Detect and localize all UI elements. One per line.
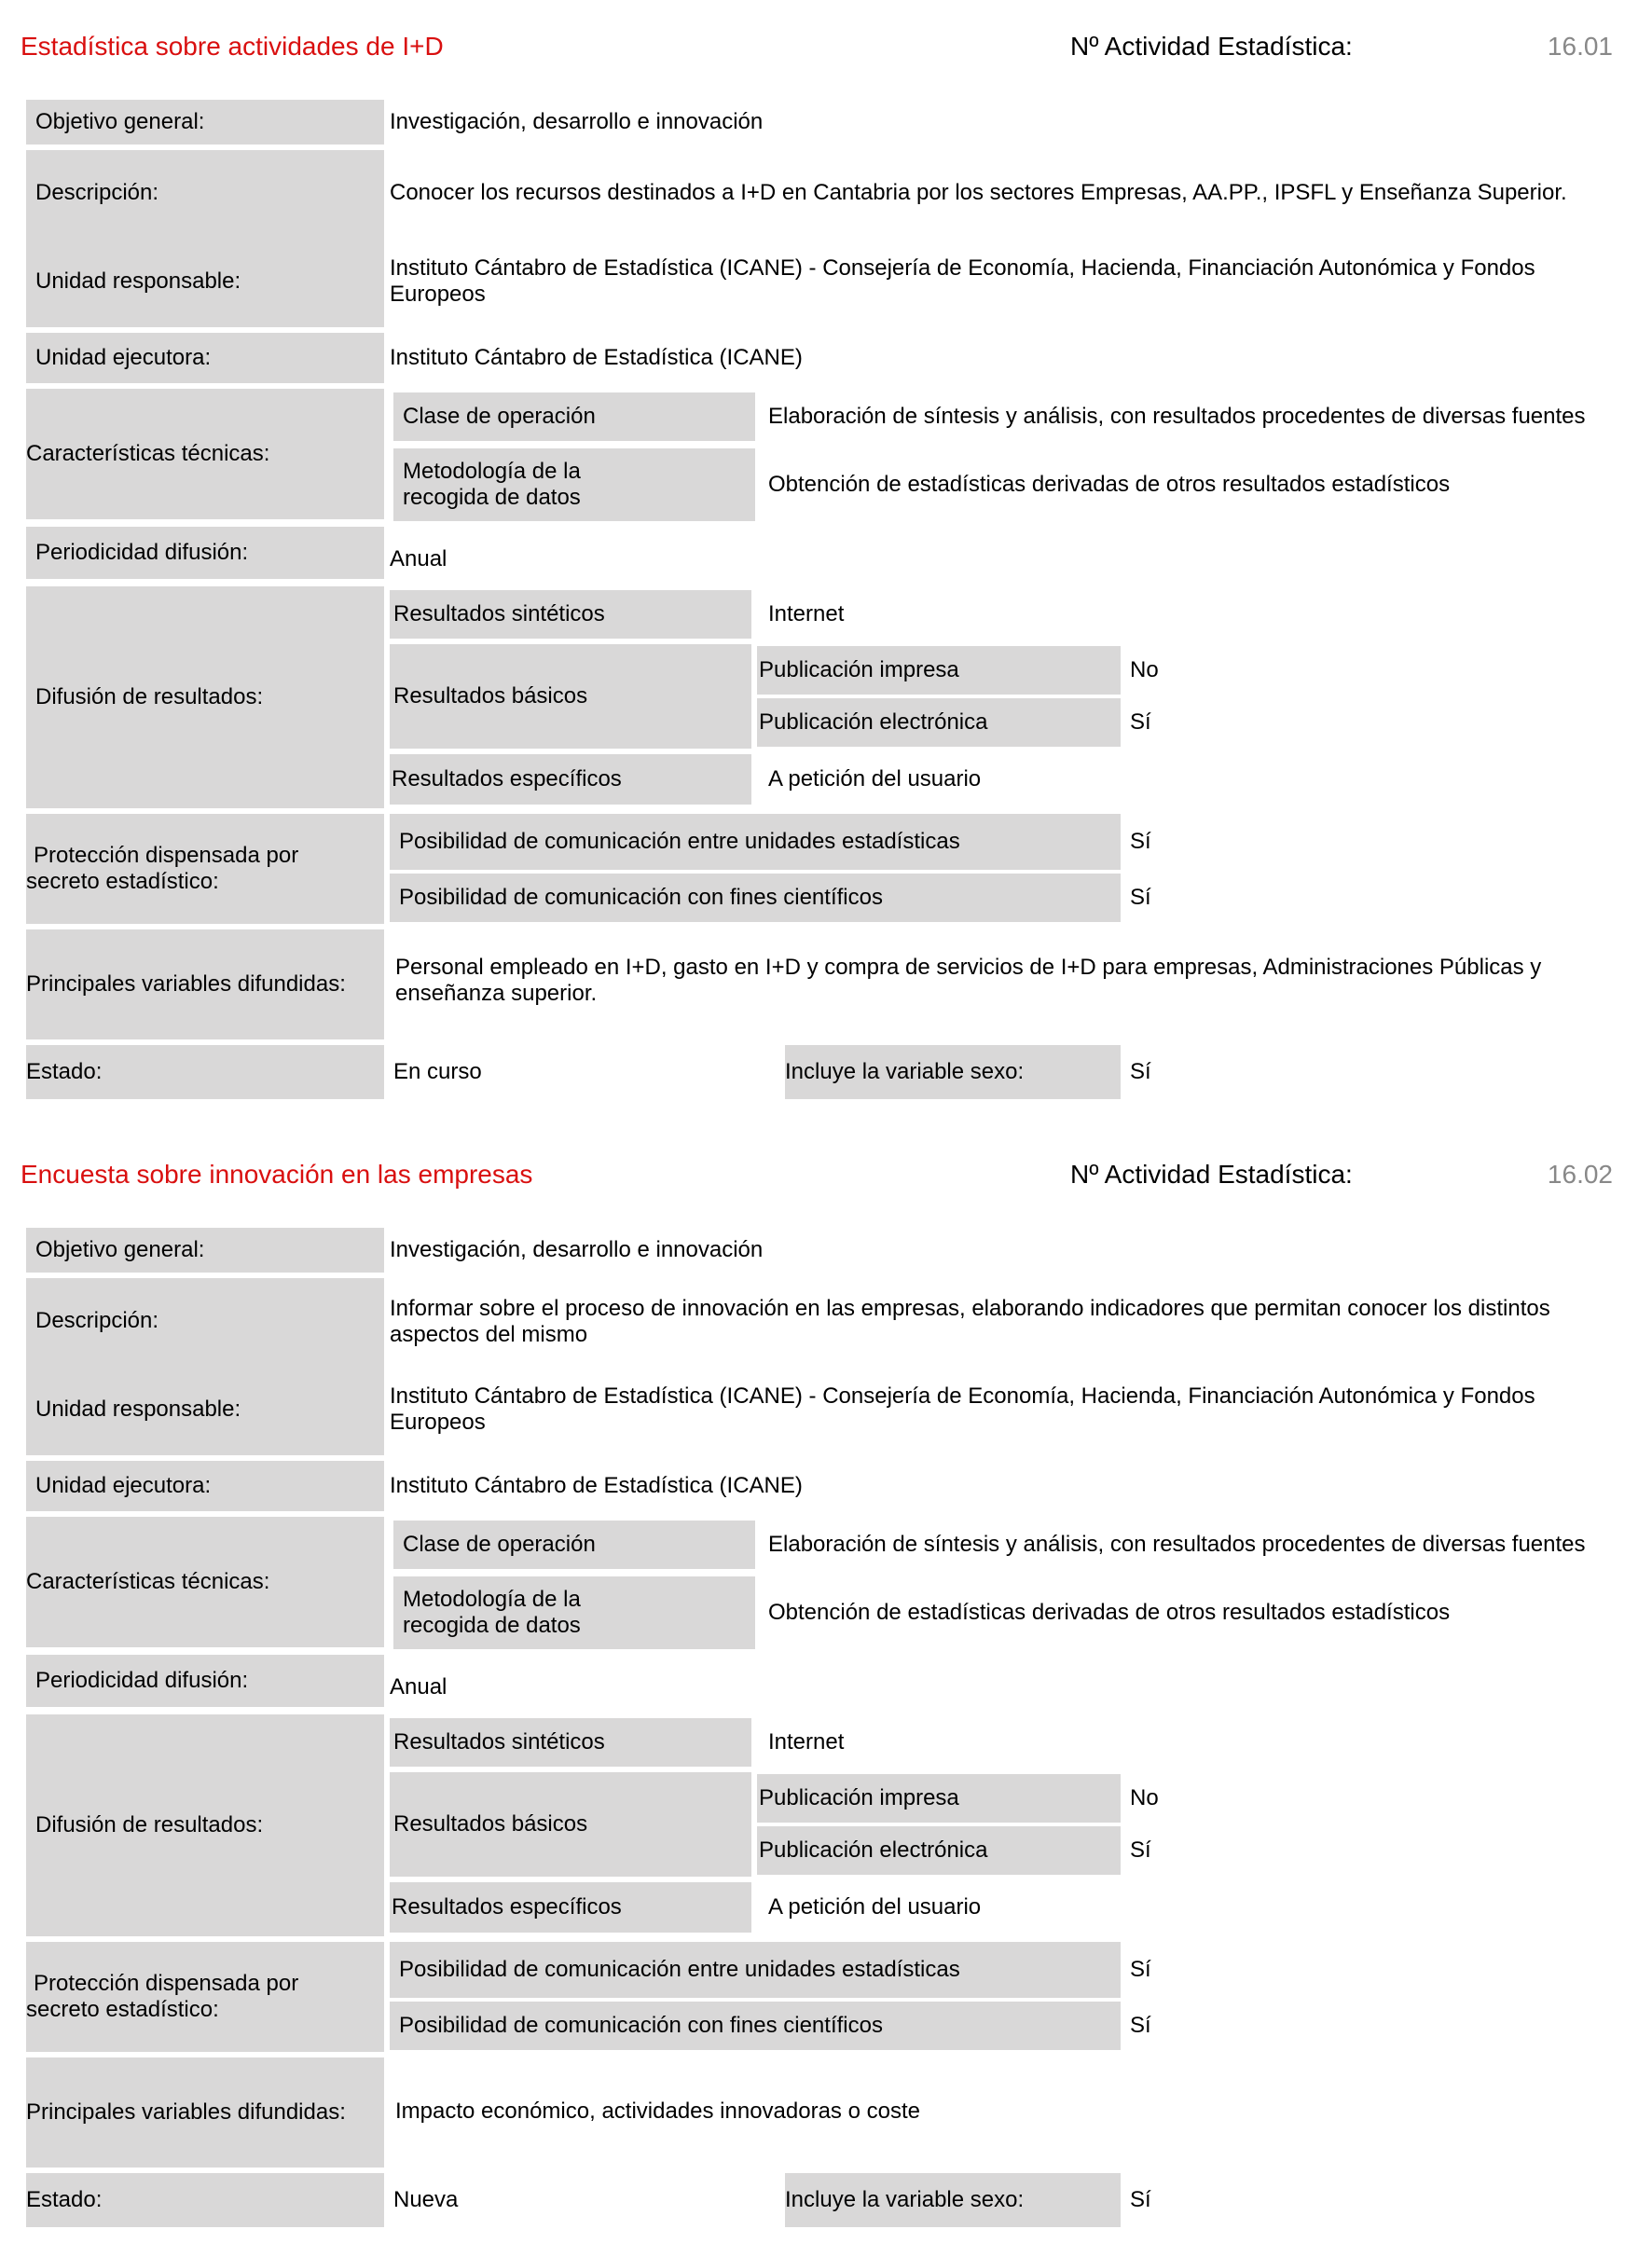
unidad-ejecutora-label: Unidad ejecutora: <box>35 1473 212 1498</box>
estado-value: En curso <box>393 1059 482 1084</box>
incluye-sexo-label: Incluye la variable sexo: <box>785 2187 1025 2212</box>
difusion-label: Difusión de resultados: <box>35 1812 264 1837</box>
posib-cientificos-value: Sí <box>1130 2013 1151 2038</box>
variables-value: Personal empleado en I+D, gasto en I+D y compra de servicios de I+D para empresas, Administraciones Públicas y enseñanza superior. <box>395 955 1542 1006</box>
res-sinteticos-label: Resultados sintéticos <box>393 1729 605 1755</box>
res-especificos-value: A petición del usuario <box>768 766 982 791</box>
clase-operacion-label: Clase de operación <box>403 1532 596 1557</box>
pub-electronica-value: Sí <box>1130 709 1151 735</box>
unidad-responsable-label: Unidad responsable: <box>35 1397 241 1422</box>
estado-value: Nueva <box>393 2187 459 2212</box>
caracteristicas-label: Características técnicas: <box>26 1569 270 1594</box>
clase-operacion-value: Elaboración de síntesis y análisis, con resultados procedentes de diversas fuentes <box>768 1532 1586 1557</box>
estado-label: Estado: <box>26 2187 103 2212</box>
unidad-responsable-label: Unidad responsable: <box>35 268 241 294</box>
metodologia-label <box>393 1576 755 1649</box>
proteccion-label-line-1: Protección dispensada por <box>34 1971 299 1996</box>
variables-value: Impacto económico, actividades innovadoras o coste <box>395 2099 920 2124</box>
posib-unidades-label: Posibilidad de comunicación entre unidades estadísticas <box>399 829 960 854</box>
activity-title: Estadística sobre actividades de I+D <box>21 32 444 61</box>
pub-impresa-label: Publicación impresa <box>759 657 959 682</box>
activity-section <box>0 1128 1652 2247</box>
activity-number: 16.01 <box>1547 32 1613 61</box>
res-especificos-label: Resultados específicos <box>392 1894 622 1920</box>
metodologia-value: Obtención de estadísticas derivadas de otros resultados estadísticos <box>768 472 1451 497</box>
pub-electronica-label: Publicación electrónica <box>759 709 988 735</box>
descripcion-value: Conocer los recursos destinados a I+D en Cantabria por los sectores Empresas, AA.PP., IPSFL y Enseñanza Superior. <box>390 180 1567 205</box>
res-sinteticos-value: Internet <box>768 601 845 626</box>
res-basicos-label: Resultados básicos <box>393 1811 588 1837</box>
activity-title: Encuesta sobre innovación en las empresas <box>21 1160 533 1189</box>
incluye-sexo-value: Sí <box>1130 2187 1151 2212</box>
activity-section <box>0 0 1652 1119</box>
res-especificos-value: A petición del usuario <box>768 1894 982 1920</box>
unidad-ejecutora-value: Instituto Cántabro de Estadística (ICANE) <box>390 1473 803 1498</box>
posib-unidades-value: Sí <box>1130 1957 1151 1982</box>
posib-cientificos-label: Posibilidad de comunicación con fines científicos <box>399 885 883 910</box>
proteccion-label-line-2: secreto estadístico: <box>26 869 219 894</box>
unidad-responsable-value: Instituto Cántabro de Estadística (ICANE) - Consejería de Economía, Hacienda, Financiación Autonómica y Fondos Europeos <box>390 255 1535 307</box>
descripcion-value: Informar sobre el proceso de innovación en las empresas, elaborando indicadores que permitan conocer los distintos aspectos del mismo <box>390 1296 1550 1347</box>
unidad-ejecutora-value: Instituto Cántabro de Estadística (ICANE) <box>390 345 803 370</box>
metodologia-label-line-1: Metodología de la <box>403 1587 581 1612</box>
pub-impresa-value: No <box>1130 657 1159 682</box>
variables-label: Principales variables difundidas: <box>26 2099 346 2125</box>
unidad-ejecutora-label: Unidad ejecutora: <box>35 345 212 370</box>
res-basicos-label: Resultados básicos <box>393 683 588 709</box>
metodologia-value: Obtención de estadísticas derivadas de otros resultados estadísticos <box>768 1600 1451 1625</box>
objetivo-label: Objetivo general: <box>35 109 205 134</box>
unidad-responsable-value: Instituto Cántabro de Estadística (ICANE) - Consejería de Economía, Hacienda, Financiación Autonómica y Fondos Europeos <box>390 1383 1535 1435</box>
descripcion-label: Descripción: <box>35 1308 159 1333</box>
activity-number-label: Nº Actividad Estadística: <box>1070 32 1353 61</box>
posib-unidades-value: Sí <box>1130 829 1151 854</box>
res-sinteticos-label: Resultados sintéticos <box>393 601 605 626</box>
posib-unidades-label: Posibilidad de comunicación entre unidades estadísticas <box>399 1957 960 1982</box>
proteccion-label-line-1: Protección dispensada por <box>34 843 299 868</box>
clase-operacion-label: Clase de operación <box>403 404 596 429</box>
variables-label: Principales variables difundidas: <box>26 971 346 997</box>
res-especificos-label: Resultados específicos <box>392 766 622 791</box>
pub-electronica-label: Publicación electrónica <box>759 1837 988 1863</box>
posib-cientificos-value: Sí <box>1130 885 1151 910</box>
activity-number: 16.02 <box>1547 1160 1613 1189</box>
caracteristicas-label: Características técnicas: <box>26 441 270 466</box>
pub-impresa-label: Publicación impresa <box>759 1785 959 1810</box>
proteccion-label-line-2: secreto estadístico: <box>26 1997 219 2022</box>
estado-label: Estado: <box>26 1059 103 1084</box>
metodologia-label-line-2: recogida de datos <box>403 485 581 510</box>
objetivo-label: Objetivo general: <box>35 1237 205 1262</box>
clase-operacion-value: Elaboración de síntesis y análisis, con resultados procedentes de diversas fuentes <box>768 404 1586 429</box>
difusion-label: Difusión de resultados: <box>35 684 264 709</box>
objetivo-value: Investigación, desarrollo e innovación <box>390 1237 764 1262</box>
res-sinteticos-value: Internet <box>768 1729 845 1755</box>
metodologia-label <box>393 448 755 521</box>
objetivo-value: Investigación, desarrollo e innovación <box>390 109 764 134</box>
incluye-sexo-value: Sí <box>1130 1059 1151 1084</box>
descripcion-label: Descripción: <box>35 180 159 205</box>
metodologia-label-line-2: recogida de datos <box>403 1613 581 1638</box>
pub-impresa-value: No <box>1130 1785 1159 1810</box>
pub-electronica-value: Sí <box>1130 1837 1151 1863</box>
incluye-sexo-label: Incluye la variable sexo: <box>785 1059 1025 1084</box>
proteccion-label <box>26 1942 384 2052</box>
periodicidad-label: Periodicidad difusión: <box>35 540 249 565</box>
periodicidad-label: Periodicidad difusión: <box>35 1668 249 1693</box>
proteccion-label <box>26 814 384 924</box>
metodologia-label-line-1: Metodología de la <box>403 459 581 484</box>
periodicidad-value: Anual <box>390 1674 447 1700</box>
periodicidad-value: Anual <box>390 546 447 571</box>
posib-cientificos-label: Posibilidad de comunicación con fines científicos <box>399 2013 883 2038</box>
activity-number-label: Nº Actividad Estadística: <box>1070 1160 1353 1189</box>
